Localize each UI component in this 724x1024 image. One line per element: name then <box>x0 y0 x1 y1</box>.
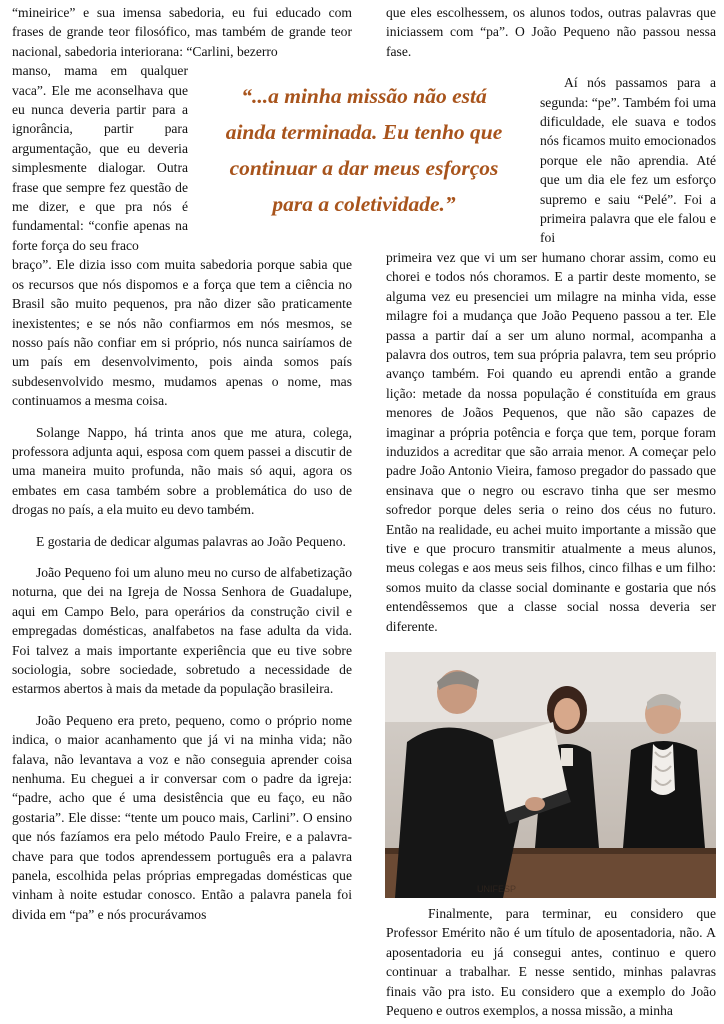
svg-text:UNIFESP: UNIFESP <box>477 884 517 894</box>
left-paragraph-4: João Pequeno foi um aluno meu no curso de alfabetização noturna, que dei na Igreja de Nossa Senhora de Guadalupe, aqui em Campo Belo, para operários da construção civil e empregadas domésticas, analfabetos na fase adulta da vida. Foi talvez a mais importante experiência que eu tive sobre sociologia, sobre sociedade, sobretudo a necessidade de estarmos abertos à mais da metade da população brasileira. <box>12 564 352 697</box>
left-paragraph-2: Solange Nappo, há trinta anos que me atura, colega, professora adjunta aqui, esposa com quem passei a discutir de uma maneira muito profunda, não mais só aqui, agora os embates em casa também sobre a problemática do uso de drogas no país, a ela muito eu devo também. <box>12 424 352 518</box>
right-paragraph-1: que eles escolhessem, os alunos todos, outras palavras que iniciassem com “pa”. O João Pequeno não passou nessa fase. <box>386 5 716 59</box>
left-paragraph-1a: “mineirice” e sua imensa sabedoria, eu fui educado com frases de grande teor filosófico, mas também de grande teor nacional, sabedoria interiorana: “Carlini, bezerro <box>12 5 352 59</box>
right-column-bottom <box>386 904 716 1020</box>
left-paragraph-1b: manso, mama em qualquer vaca”. Ele me aconselhava que eu nunca deveria partir para a ignorância, partir para argumentação, que eu deveria simplesmente dialogar. Outra frase que sempre fez questão de me dizer, e que pra nós é fundamental: “confie apenas na forte força do seu fraco <box>12 63 188 253</box>
right-paragraph-2a: Aí nós passamos para a segunda: “pe”. Também foi uma dificuldade, ele suava e todos nós ficamos muito emocionados porque ele não aprendia. Até que um dia ele fez um esforço supremo e saiu “Pelé”. Foi a primeira palavra que ele falou e foi <box>540 75 716 246</box>
right-paragraph-2b: primeira vez que vi um ser humano chorar assim, como eu chorei e todos nós choramos. E a partir deste momento, se alguma vez eu presenciei um milagre na minha vida, esse milagre foi a mudança que João Pequeno passou a ter. Ele passa a partir daí a ser um aluno normal, acompanha a palavra dos outros, tem sua própria palavra, tem seu próprio avanço também. Foi quando eu aprendi então a grande lição: metade da nossa população é constituída em graus menores de Joãos Pequenos, que não são capazes de imaginar a própria potência e força que tem, porque foram induzidos a acreditar que são arraia menor. A começar pelo padre João Antonio Vieira, famoso pregador do passado que ensinava que o negro ou escravo tinha que ser mesmo sofredor porque deles seria o reino dos céus no futuro. Então na realidade, eu achei muito importante a missão que tive e que procuro transmitir atualmente a meus alunos, meus colegas e aos meus seis filhos, cinco filhas e um filho: somos muito da classe social dominante e gostaria que nós entendêssemos que a classe social nossa deveria ser diferente. <box>386 249 716 634</box>
pull-quote-line: continuar a dar meus esforços <box>229 156 499 180</box>
pull-quote-line: ainda terminada. Eu tenho que <box>225 120 503 144</box>
right-column <box>386 3 716 636</box>
left-paragraph-1c: braço”. Ele dizia isso com muita sabedoria porque sabia que os recursos que nós dispomos e a força que tem a ciência no Brasil são muito pequenos, pra não dizer são praticamente inexistentes; e se nós não confiarmos em nós mesmos, se nosso país não confiar em si próprio, nós nunca sairíamos de um país em desenvolvimento, pois ainda somos país subdesenvolvido mesmo, mudamos apenas o nome, mas continuamos a mesma coisa. <box>12 257 352 409</box>
left-paragraph-5: João Pequeno era preto, pequeno, como o próprio nome indica, o maior acanhamento que já vi na minha vida; não falava, não levantava a voz e não conseguia aprender coisa nenhuma. Eu cheguei a ir conversar com o padre da igreja: “padre, acho que é uma desistência que eu faço, eu não gostaria”. Ele disse: “tente um pouco mais, Carlini”. O ensino que nós fazíamos era pelo método Paulo Freire, e a palavra-chave para que todos aprendessem português era a palavra panela, escolhida pelas próprias empregadas domésticas que vinham à noite estudar conosco. Então a palavra panela foi divida em “pa” e nós procurávamos <box>12 712 352 922</box>
pull-quote-line: para a coletividade.” <box>272 192 456 216</box>
ceremony-photo <box>385 652 716 898</box>
right-paragraph-3: Finalmente, para terminar, eu considero que Professor Emérito não é um título de aposentadoria, não. A aposentadoria eu já consegui antes, continuo e quero continuar a trabalhar. E nesse sentido, minhas palavras finais vão pra isto. Eu considero que a exemplo do João Pequeno e outros exemplos, a nossa missão, a minha <box>386 906 716 1019</box>
left-paragraph-3: E gostaria de dedicar algumas palavras ao João Pequeno. <box>36 533 346 549</box>
ceremony-photo-illustration <box>385 652 716 898</box>
pull-quote-line: “...a minha missão não está <box>241 84 487 108</box>
